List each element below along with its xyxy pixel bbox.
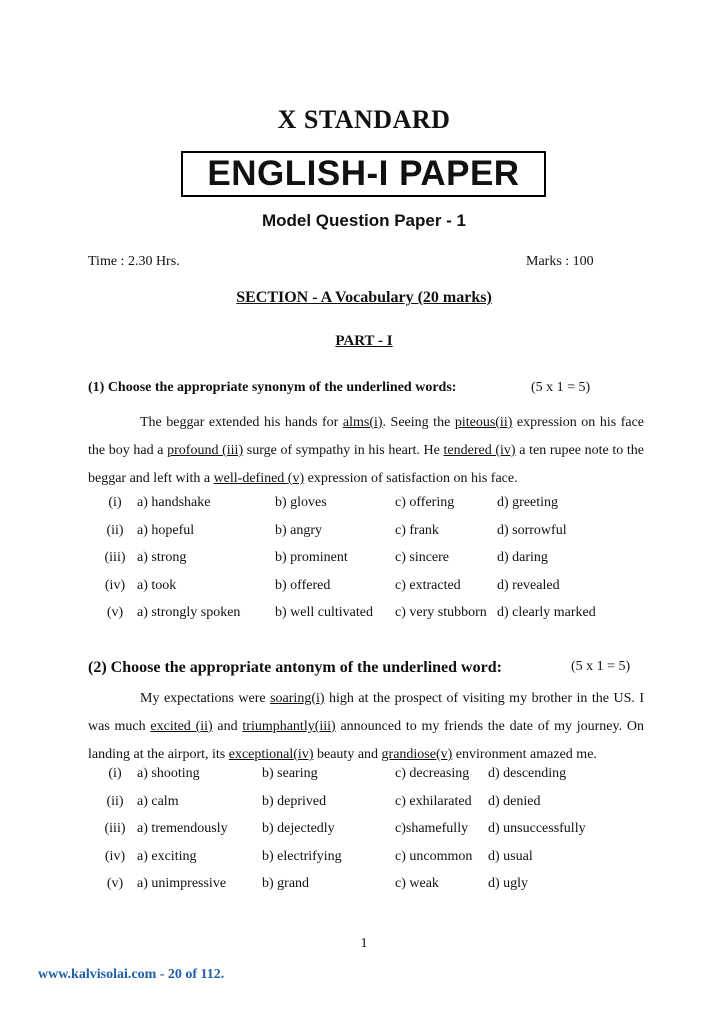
option-number: (ii) bbox=[106, 793, 124, 809]
option-c: c) weak bbox=[395, 876, 439, 891]
total-marks: Marks : 100 bbox=[526, 254, 594, 269]
underlined-word: alms(i) bbox=[342, 415, 383, 430]
option-b: b) well cultivated bbox=[275, 605, 373, 620]
option-c: c) offering bbox=[395, 495, 455, 510]
option-b: b) electrifying bbox=[262, 848, 342, 864]
option-b: b) prominent bbox=[275, 550, 348, 565]
passage-text: expression on his face the boy had a bbox=[88, 415, 644, 458]
underlined-word: piteous(ii) bbox=[454, 415, 513, 430]
option-number: (iv) bbox=[104, 577, 126, 593]
option-d: d) ugly bbox=[488, 876, 529, 891]
passage-text: My expectations were bbox=[140, 691, 271, 706]
option-c: c) frank bbox=[395, 522, 439, 538]
underlined-word: exceptional(iv) bbox=[228, 747, 314, 762]
option-a: a) unimpressive bbox=[137, 876, 227, 891]
passage-text: environment amazed me. bbox=[452, 747, 597, 762]
option-a: a) strongly spoken bbox=[137, 605, 241, 620]
option-d: d) sorrowful bbox=[497, 522, 567, 538]
passage-text: a ten rupee note to the beggar and left with a bbox=[88, 443, 644, 486]
question-2-passage bbox=[88, 685, 644, 769]
standard-heading: X STANDARD bbox=[277, 105, 451, 134]
option-b: b) deprived bbox=[262, 793, 327, 809]
question-2-marks: (5 x 1 = 5) bbox=[571, 659, 631, 674]
option-c: c) exhilarated bbox=[395, 793, 472, 809]
option-number: (iv) bbox=[104, 848, 126, 864]
option-d: d) revealed bbox=[497, 577, 560, 593]
question-1-heading: (1) Choose the appropriate synonym of the underlined words: bbox=[88, 380, 457, 395]
option-d: d) unsuccessfully bbox=[488, 821, 586, 836]
option-a: a) shooting bbox=[137, 766, 200, 781]
option-a: a) calm bbox=[137, 793, 179, 809]
underlined-word: excited (ii) bbox=[150, 719, 213, 734]
option-number: (iii) bbox=[104, 550, 126, 565]
time-allowed: Time : 2.30 Hrs. bbox=[88, 254, 180, 269]
passage-text: and bbox=[212, 719, 243, 734]
footer-link[interactable]: www.kalvisolai.com - 20 of 112. bbox=[38, 967, 225, 982]
option-c: c) decreasing bbox=[395, 766, 470, 781]
option-b: b) offered bbox=[275, 577, 331, 593]
option-c: c)shamefully bbox=[395, 821, 469, 836]
option-d: d) greeting bbox=[497, 495, 559, 510]
option-b: b) angry bbox=[275, 522, 323, 538]
option-d: d) daring bbox=[497, 550, 548, 565]
passage-text: beauty and bbox=[313, 747, 382, 762]
option-a: a) exciting bbox=[137, 848, 197, 864]
option-c: c) sincere bbox=[395, 550, 450, 565]
question-1-marks: (5 x 1 = 5) bbox=[531, 380, 591, 395]
passage-text: The beggar extended his hands for bbox=[140, 415, 343, 430]
option-d: d) descending bbox=[488, 766, 567, 781]
option-a: a) strong bbox=[137, 550, 187, 565]
option-d: d) clearly marked bbox=[497, 605, 596, 620]
option-number: (ii) bbox=[106, 522, 124, 538]
passage-text: announced to my friends the date of my journey. On landing at the airport, its bbox=[88, 719, 644, 762]
underlined-word: soaring(i) bbox=[270, 691, 325, 706]
option-a: a) tremendously bbox=[137, 821, 228, 836]
underlined-word: tendered (iv) bbox=[443, 443, 516, 458]
option-c: c) very stubborn bbox=[395, 605, 487, 620]
underlined-word: profound (iii) bbox=[167, 443, 244, 458]
option-a: a) took bbox=[137, 577, 177, 593]
option-b: b) searing bbox=[262, 766, 318, 781]
passage-text: . Seeing the bbox=[382, 415, 455, 430]
section-heading: SECTION - A Vocabulary (20 marks) bbox=[236, 289, 492, 306]
question-1-passage bbox=[88, 409, 644, 493]
underlined-word: triumphantly(iii) bbox=[242, 719, 336, 734]
option-b: b) gloves bbox=[275, 495, 327, 510]
option-number: (i) bbox=[108, 495, 122, 510]
page-number: 1 bbox=[360, 936, 368, 951]
paper-title: ENGLISH-I PAPER bbox=[181, 151, 546, 197]
option-a: a) handshake bbox=[137, 495, 211, 510]
part-heading: PART - I bbox=[335, 333, 393, 349]
option-c: c) extracted bbox=[395, 577, 461, 593]
underlined-word: well-defined (v) bbox=[213, 471, 305, 486]
passage-text: expression of satisfaction on his face. bbox=[304, 471, 518, 486]
option-a: a) hopeful bbox=[137, 522, 195, 538]
option-b: b) grand bbox=[262, 876, 310, 891]
passage-text: surge of sympathy in his heart. He bbox=[243, 443, 444, 458]
question-2-heading: (2) Choose the appropriate antonym of the underlined word: bbox=[88, 659, 502, 676]
option-number: (v) bbox=[106, 605, 124, 620]
model-paper-title: Model Question Paper - 1 bbox=[261, 211, 467, 230]
option-c: c) uncommon bbox=[395, 848, 473, 864]
option-d: d) denied bbox=[488, 793, 541, 809]
option-d: d) usual bbox=[488, 848, 533, 864]
option-b: b) dejectedly bbox=[262, 821, 335, 836]
passage-text: high at the prospect of visiting my brother in the US. I was much bbox=[88, 691, 645, 734]
option-number: (v) bbox=[106, 876, 124, 891]
option-number: (i) bbox=[108, 766, 122, 781]
option-number: (iii) bbox=[104, 821, 126, 836]
underlined-word: grandiose(v) bbox=[381, 747, 453, 762]
